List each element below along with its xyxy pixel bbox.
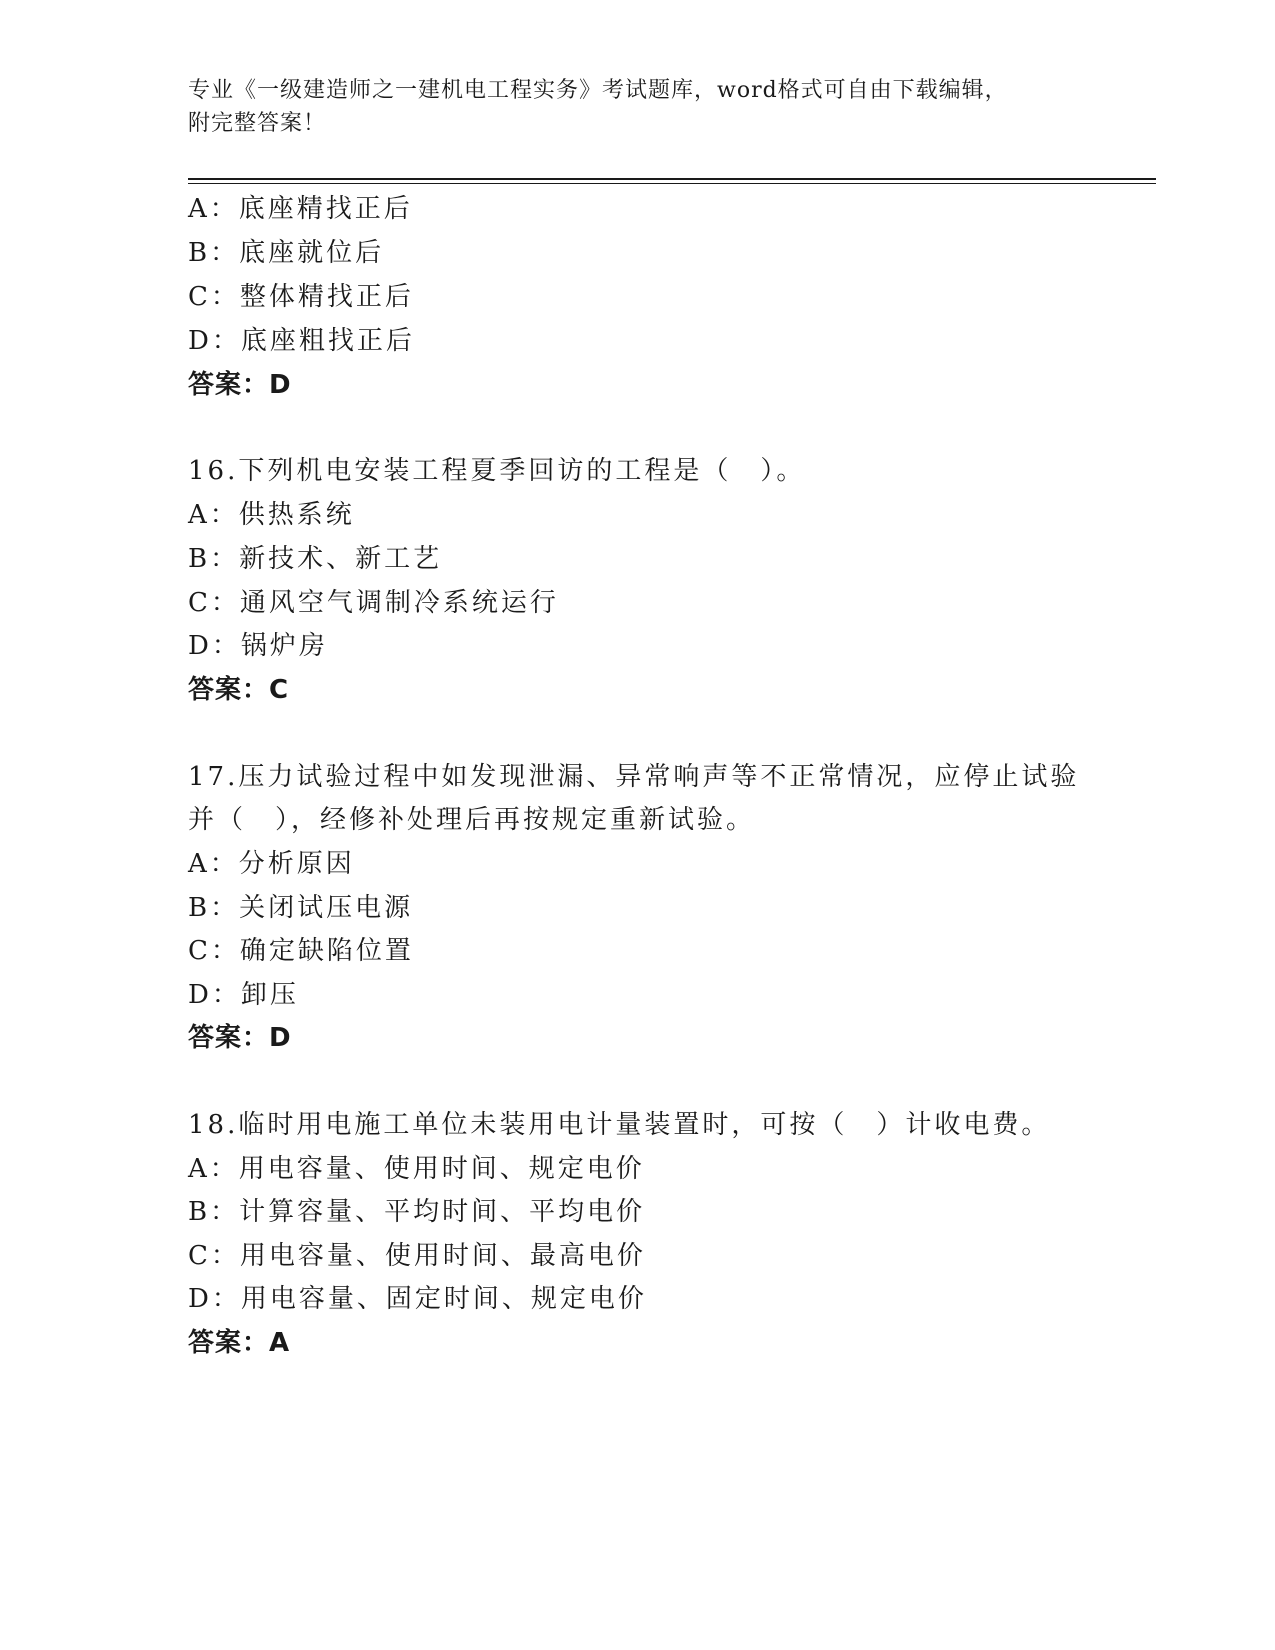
q16-option-d: D：锅炉房 <box>188 631 328 661</box>
q16-option-c: C：通风空气调制冷系统运行 <box>188 588 559 618</box>
header-divider-thin <box>188 183 1156 184</box>
q16-option-a: A：供热系统 <box>188 500 355 530</box>
q17-option-a: A：分析原因 <box>188 849 355 879</box>
q18-option-d: D：用电容量、固定时间、规定电价 <box>188 1284 647 1314</box>
q18-stem: 18.临时用电施工单位未装用电计量装置时，可按（ ）计收电费。 <box>188 1110 1051 1140</box>
prev-answer: 答案：D <box>188 370 292 400</box>
q18-option-c: C：用电容量、使用时间、最高电价 <box>188 1241 646 1271</box>
q17-stem-line-1: 17.压力试验过程中如发现泄漏、异常响声等不正常情况，应停止试验 <box>188 762 1080 792</box>
q16-option-b: B：新技术、新工艺 <box>188 544 443 574</box>
q17-option-d: D：卸压 <box>188 980 299 1010</box>
q16-stem: 16.下列机电安装工程夏季回访的工程是（ ）。 <box>188 456 806 486</box>
q17-option-c: C：确定缺陷位置 <box>188 936 414 966</box>
q17-answer: 答案：D <box>188 1023 292 1053</box>
q16-answer: 答案：C <box>188 675 290 705</box>
prev-option-a: A：底座精找正后 <box>188 194 413 224</box>
q18-option-a: A：用电容量、使用时间、规定电价 <box>188 1154 645 1184</box>
prev-option-d: D：底座粗找正后 <box>188 326 415 356</box>
q17-option-b: B：关闭试压电源 <box>188 893 414 923</box>
prev-option-c: C：整体精找正后 <box>188 282 414 312</box>
q18-option-b: B：计算容量、平均时间、平均电价 <box>188 1197 646 1227</box>
q17-stem-line-2: 并（ ），经修补处理后再按规定重新试验。 <box>188 805 756 835</box>
prev-option-b: B：底座就位后 <box>188 238 385 268</box>
header-line-2: 附完整答案！ <box>188 111 327 136</box>
header-divider-thick <box>188 178 1156 180</box>
document-header <box>188 74 1068 140</box>
header-line-1: 专业《一级建造师之一建机电工程实务》考试题库，word格式可自由下载编辑， <box>188 78 1008 103</box>
q18-answer: 答案：A <box>188 1328 291 1358</box>
